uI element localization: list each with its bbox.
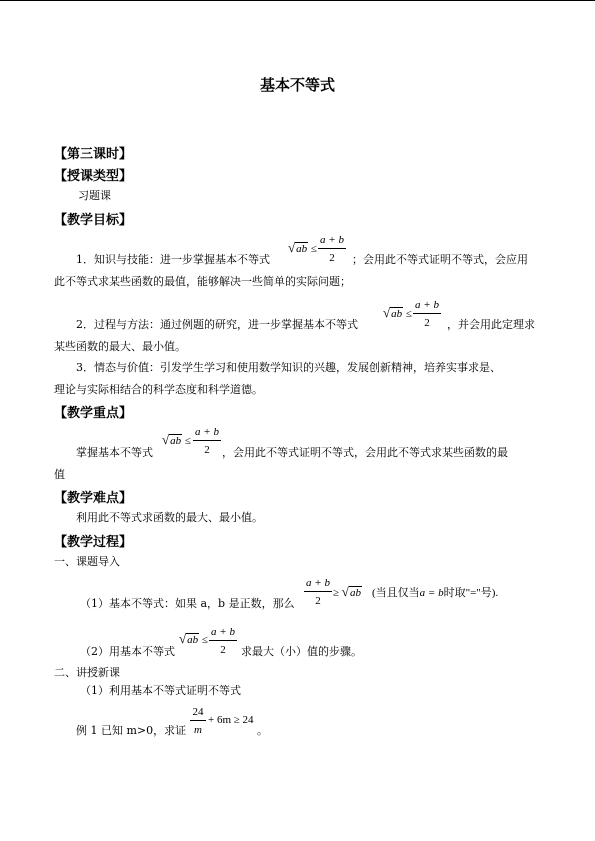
goal-2-text-b: ，并会用此定理求 bbox=[447, 318, 535, 331]
process-p3-text: （1）利用基本不等式证明不等式 bbox=[80, 684, 241, 697]
process-p2-text-a: （2）用基本不等式 bbox=[80, 645, 175, 658]
key-sqrt: √ab ≤ bbox=[162, 432, 191, 447]
example-1-text: 例 1 已知 m>0，求证 bbox=[76, 724, 187, 737]
key-points-heading: 【教学重点】 bbox=[54, 406, 133, 421]
p2-sqrt: √ab ≤ bbox=[179, 631, 208, 646]
goals-heading: 【教学目标】 bbox=[54, 213, 133, 228]
p2-fraction: a + b 2 bbox=[209, 625, 237, 657]
goal-2-sqrt: √ab ≤ bbox=[383, 305, 412, 320]
p1-sqrt: ≥ √ab bbox=[333, 584, 361, 599]
goal-1-fraction: a + b 2 bbox=[318, 233, 346, 265]
top-rule bbox=[0, 0, 595, 1]
goal-3-text-a: 3．情态与价值：引发学生学习和使用数学知识的兴趣，发展创新精神，培养实事求是、 bbox=[76, 361, 501, 374]
key-fraction: a + b 2 bbox=[193, 425, 221, 457]
process-heading: 【教学过程】 bbox=[54, 535, 133, 550]
goal-2-text-a: 2．过程与方法：通过例题的研究，进一步掌握基本不等式 bbox=[76, 318, 358, 331]
process-p1-text: （1）基本不等式：如果 a，b 是正数，那么 bbox=[80, 597, 295, 610]
difficulty-heading: 【教学难点】 bbox=[54, 491, 133, 506]
lesson-heading: 【第三课时】 bbox=[54, 147, 133, 162]
lesson-type-heading: 【授课类型】 bbox=[54, 169, 133, 184]
p1-condition: (当且仅当a = b时取"="号). bbox=[372, 587, 499, 599]
key-text-b: ，会用此不等式证明不等式，会用此不等式求某些函数的最 bbox=[222, 446, 508, 459]
goal-3-text-b: 理论与实际相结合的科学态度和科学道德。 bbox=[54, 383, 263, 396]
lesson-type-value: 习题课 bbox=[78, 189, 111, 202]
goal-1-sqrt: √ab ≤ bbox=[288, 240, 317, 255]
key-text-a: 掌握基本不等式 bbox=[76, 446, 153, 459]
goal-1-text-c: 此不等式求某些函数的最值，能够解决一些简单的实际问题； bbox=[54, 275, 351, 288]
goal-1-text-a: 1．知识与技能：进一步掌握基本不等式 bbox=[76, 253, 270, 266]
p1-fraction: a + b 2 bbox=[304, 576, 332, 608]
goal-2-text-c: 某些函数的最大、最小值。 bbox=[54, 340, 186, 353]
page-title: 基本不等式 bbox=[259, 76, 335, 94]
process-step-1-title: 一、课题导入 bbox=[54, 555, 120, 568]
goal-1-text-b: ；会用此不等式证明不等式，会应用 bbox=[352, 253, 528, 266]
goal-2-fraction: a + b 2 bbox=[413, 298, 441, 330]
process-step-2-title: 二、讲授新课 bbox=[54, 666, 120, 679]
difficulty-text: 利用此不等式求函数的最大、最小值。 bbox=[76, 511, 263, 524]
key-text-c: 值 bbox=[54, 468, 65, 481]
example-1-fraction: 24 m bbox=[190, 705, 206, 737]
example-1-inequality: + 6m ≥ 24 bbox=[208, 714, 254, 726]
process-p2-text-b: 求最大（小）值的步骤。 bbox=[241, 645, 362, 658]
example-1-end: 。 bbox=[257, 724, 268, 737]
